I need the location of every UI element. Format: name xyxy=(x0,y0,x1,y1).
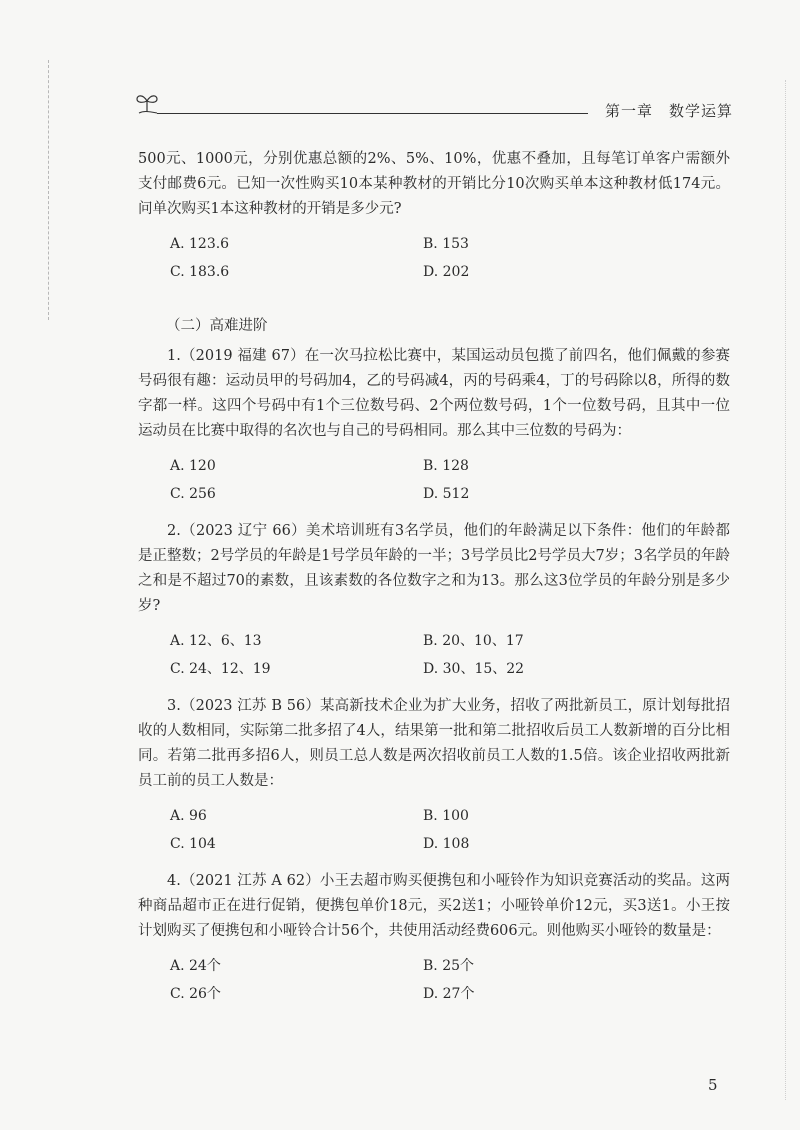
margin-dashed-line xyxy=(48,60,49,320)
page-content xyxy=(138,147,730,1019)
option-a: A. 12、6、13 xyxy=(170,633,262,649)
chapter-title: 第一章 数学运算 xyxy=(604,102,733,120)
option-c: C. 183.6 xyxy=(170,264,230,280)
option-a: A. 96 xyxy=(170,808,207,824)
option-row xyxy=(170,452,730,480)
option-row xyxy=(170,980,730,1008)
option-c: C. 24、12、19 xyxy=(170,661,271,677)
option-c: C. 26个 xyxy=(170,986,221,1002)
leaf-icon xyxy=(135,92,159,114)
option-b: B. 100 xyxy=(423,808,469,824)
option-row xyxy=(170,655,730,683)
header-rule xyxy=(157,113,588,114)
page-header xyxy=(135,92,733,126)
scan-edge-specks xyxy=(785,80,786,1100)
section-title: （二）高难进阶 xyxy=(166,318,268,334)
question-3-text: 3.（2023 江苏 B 56）某高新技术企业为扩大业务，招收了两批新员工，原计划每批招收的人数相同，实际第二批多招了4人，结果第一批和第二批招收后员工人数新增的百分比相同。若第二批再多招6人，则员工总人数是两次招收前员工人数的1.5倍。该企业招收两批新员工前的员工人数是： xyxy=(138,698,730,789)
option-row xyxy=(170,952,730,980)
question-3-options xyxy=(170,802,730,858)
question-2-options xyxy=(170,627,730,683)
option-row xyxy=(170,258,730,286)
option-row xyxy=(170,480,730,508)
question-4-text: 4.（2021 江苏 A 62）小王去超市购买便携包和小哑铃作为知识竞赛活动的奖品。这两种商品超市正在进行促销，便携包单价18元，买2送1；小哑铃单价12元，买3送1。小王按计划购买了便携包和小哑铃合计56个，共使用活动经费606元。则他购买小哑铃的数量是： xyxy=(138,873,730,939)
option-d: D. 27个 xyxy=(423,986,475,1002)
question-1-options xyxy=(170,452,730,508)
option-b: B. 128 xyxy=(423,458,469,474)
intro-options xyxy=(170,230,730,286)
option-row xyxy=(170,627,730,655)
option-a: A. 120 xyxy=(170,458,216,474)
option-c: C. 256 xyxy=(170,486,216,502)
option-d: D. 30、15、22 xyxy=(423,661,525,677)
option-row xyxy=(170,230,730,258)
option-d: D. 202 xyxy=(423,264,470,280)
option-a: A. 123.6 xyxy=(170,236,230,252)
option-row xyxy=(170,802,730,830)
option-d: D. 108 xyxy=(423,836,470,852)
question-4-options xyxy=(170,952,730,1008)
option-b: B. 25个 xyxy=(423,958,475,974)
option-b: B. 20、10、17 xyxy=(423,633,524,649)
question-1-text: 1.（2019 福建 67）在一次马拉松比赛中，某国运动员包揽了前四名，他们佩戴的参赛号码很有趣：运动员甲的号码加4，乙的号码减4，丙的号码乘4，丁的号码除以8，所得的数字都一样。这四个号码中有1个三位数号码、2个两位数号码，1个一位数号码，且其中一位运动员在比赛中取得的名次也与自己的号码相同。那么其中三位数的号码为： xyxy=(138,348,730,439)
question-2-text: 2.（2023 辽宁 66）美术培训班有3名学员，他们的年龄满足以下条件：他们的年龄都是正整数；2号学员的年龄是1号学员年龄的一半；3号学员比2号学员大7岁；3名学员的年龄之和是不超过70的素数，且该素数的各位数字之和为13。那么这3位学员的年龄分别是多少岁? xyxy=(138,523,730,614)
page-number: 5 xyxy=(708,1076,718,1094)
option-d: D. 512 xyxy=(423,486,470,502)
option-c: C. 104 xyxy=(170,836,216,852)
option-row xyxy=(170,830,730,858)
option-b: B. 153 xyxy=(423,236,469,252)
option-a: A. 24个 xyxy=(170,958,221,974)
intro-text: 500元、1000元，分别优惠总额的2%、5%、10%，优惠不叠加，且每笔订单客户需额外支付邮费6元。已知一次性购买10本某种教材的开销比分10次购买单本这种教材低174元。问单次购买1本这种教材的开销是多少元? xyxy=(138,151,730,217)
